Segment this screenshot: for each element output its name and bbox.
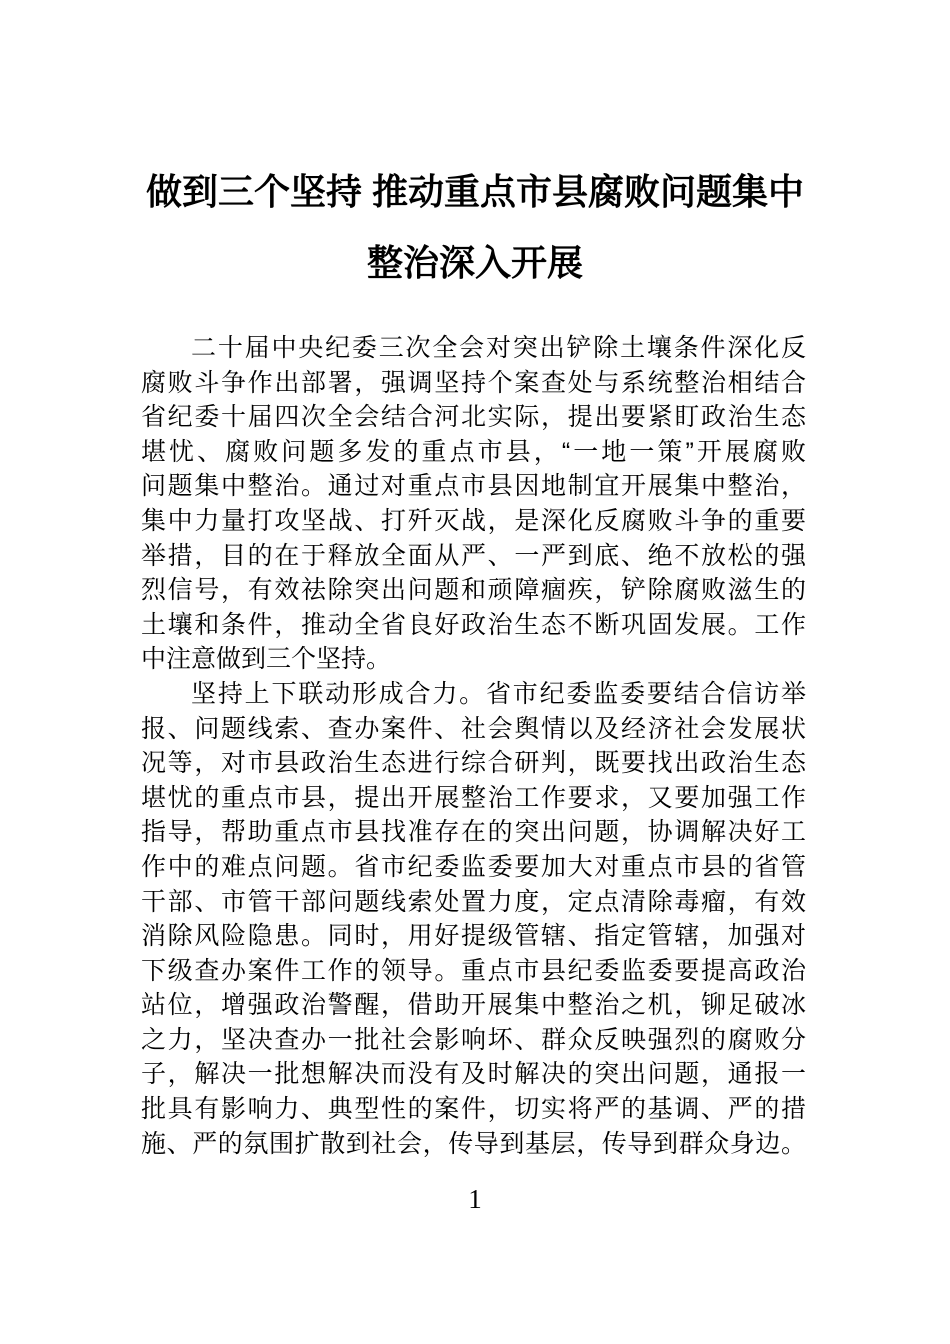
- paragraph: [141, 677, 806, 1161]
- text-line: 腐败斗争作出部署，强调坚持个案查处与系统整治相结合: [141, 368, 806, 397]
- text-line: 堪忧的重点市县，提出开展整治工作要求，又要加强工作: [141, 783, 806, 812]
- text-line: 下级查办案件工作的领导。重点市县纪委监委要提高政治: [141, 956, 806, 985]
- text-line: 举措，目的在于释放全面从严、一严到底、绝不放松的强: [141, 541, 806, 570]
- text-line: 省纪委十届四次全会结合河北实际，提出要紧盯政治生态: [141, 403, 806, 432]
- document-body: [141, 331, 806, 1161]
- text-line: 作中的难点问题。省市纪委监委要加大对重点市县的省管: [141, 852, 806, 881]
- document-title: [0, 0, 950, 298]
- title-line-2: 整治深入开展: [366, 242, 583, 283]
- text-line: 报、问题线索、查办案件、社会舆情以及经济社会发展状: [141, 714, 806, 743]
- text-line: 问题集中整治。通过对重点市县因地制宜开展集中整治，: [141, 472, 806, 501]
- text-line: 土壤和条件，推动全省良好政治生态不断巩固发展。工作: [141, 610, 806, 639]
- text-line: 中注意做到三个坚持。: [141, 645, 392, 674]
- text-line: 施、严的氛围扩散到社会，传导到基层，传导到群众身边。: [141, 1129, 806, 1158]
- page-number: 1: [468, 1184, 482, 1214]
- text-line: 烈信号，有效祛除突出问题和顽障痼疾，铲除腐败滋生的: [141, 576, 806, 605]
- text-line: 站位，增强政治警醒，借助开展集中整治之机，铆足破冰: [141, 991, 806, 1020]
- text-line: 消除风险隐患。同时，用好提级管辖、指定管辖，加强对: [141, 922, 806, 951]
- text-line: 堪忧、腐败问题多发的重点市县，“一地一策”开展腐败: [141, 437, 806, 466]
- text-line: 况等，对市县政治生态进行综合研判，既要找出政治生态: [141, 749, 806, 778]
- text-line: 集中力量打攻坚战、打歼灭战，是深化反腐败斗争的重要: [141, 506, 806, 535]
- paragraph: [141, 331, 806, 677]
- text-line: 子，解决一批想解决而没有及时解决的突出问题，通报一: [141, 1060, 806, 1089]
- text-line: 之力，坚决查办一批社会影响坏、群众反映强烈的腐败分: [141, 1025, 806, 1054]
- text-line: 指导，帮助重点市县找准存在的突出问题，协调解决好工: [141, 818, 806, 847]
- text-line: 批具有影响力、典型性的案件，切实将严的基调、严的措: [141, 1095, 806, 1124]
- title-line-1: 做到三个坚持 推动重点市县腐败问题集中: [145, 171, 804, 212]
- text-line: 二十届中央纪委三次全会对突出铲除土壤条件深化反: [191, 334, 806, 362]
- text-line: 坚持上下联动形成合力。省市纪委监委要结合信访举: [191, 679, 806, 708]
- text-line: 干部、市管干部问题线索处置力度，定点清除毒瘤，有效: [141, 887, 806, 916]
